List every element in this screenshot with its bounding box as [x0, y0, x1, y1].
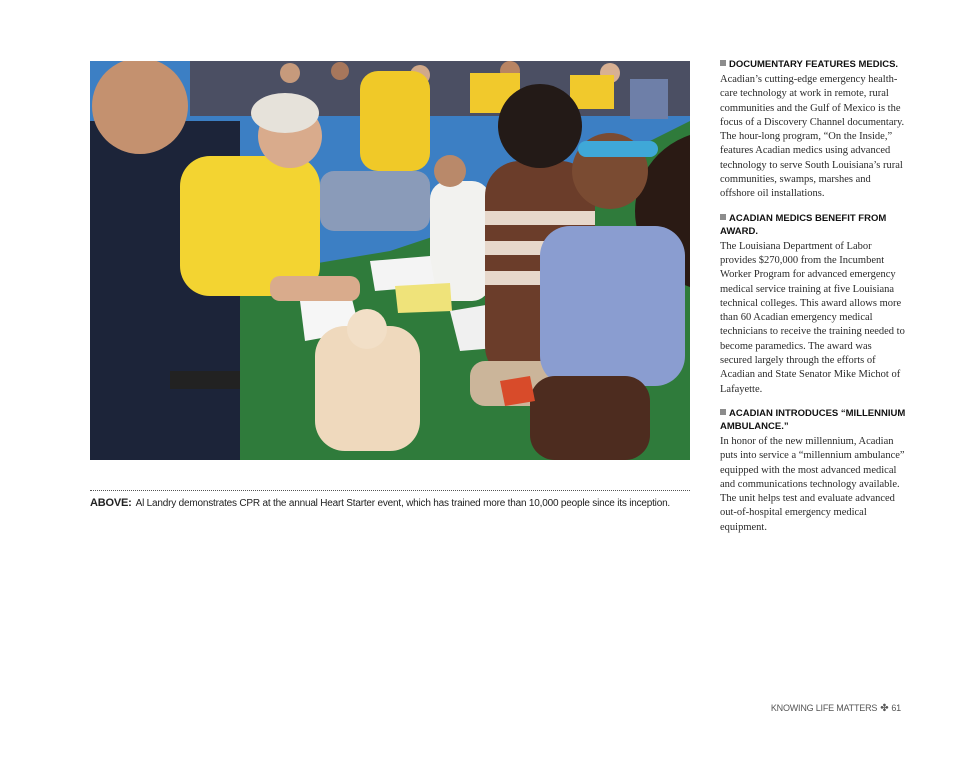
page-number: 61 — [891, 703, 901, 713]
news-body: In honor of the new millennium, Acadian puts into service a “millennium ambulance” equipped with the most advanced medical and communications technology available. The unit helps test and evaluate advanced out-of-hospital emergency medical equipment. — [720, 435, 905, 533]
footer-title: KNOWING LIFE MATTERS — [770, 703, 878, 713]
square-bullet-icon — [720, 60, 726, 66]
caption-lead: ABOVE: — [90, 497, 132, 509]
news-body: The Louisiana Department of Labor provides $270,000 from the Incumbent Worker Program for advanced emergency medical service training at five Louisiana technical colleges. This award allows more than 60 Acadian emergency medical technicians to receive the training needed to become paramedics. The award was secured largely through the efforts of Acadian and State Senator Mike Michot of Lafayette. — [720, 240, 905, 395]
page-footer — [720, 703, 901, 714]
news-body: Acadian’s cutting-edge emergency health-care technology at work in remote, rural communities and the Gulf of Mexico is the focus of a Discovery Channel documentary. The hour-long program, “On the Inside,” features Acadian medics using advanced technology to serve South Louisiana’s rural communities, swamps, marshes and offshore oil installations. — [720, 74, 905, 200]
news-heading — [720, 212, 906, 238]
news-item — [720, 407, 906, 535]
caption-divider — [90, 490, 690, 491]
square-bullet-icon — [720, 214, 726, 220]
cpr-training-photo — [90, 61, 690, 460]
ornament-icon: ✤ — [880, 703, 889, 714]
news-heading-text: ACADIAN MEDICS BENEFIT FROM AWARD. — [720, 212, 887, 237]
photo-caption — [90, 497, 690, 509]
news-heading — [720, 407, 906, 433]
news-item — [720, 212, 906, 397]
news-item — [720, 58, 906, 202]
caption-text: Al Landry demonstrates CPR at the annual Heart Starter event, which has trained more than 10,000 people since its inception. — [135, 498, 671, 509]
news-heading — [720, 58, 906, 71]
news-heading-text: ACADIAN INTRODUCES “MILLENNIUM AMBULANCE.” — [720, 407, 906, 432]
news-heading-text: DOCUMENTARY FEATURES MEDICS. — [729, 59, 899, 70]
square-bullet-icon — [720, 409, 726, 415]
sidebar-news — [720, 58, 906, 545]
